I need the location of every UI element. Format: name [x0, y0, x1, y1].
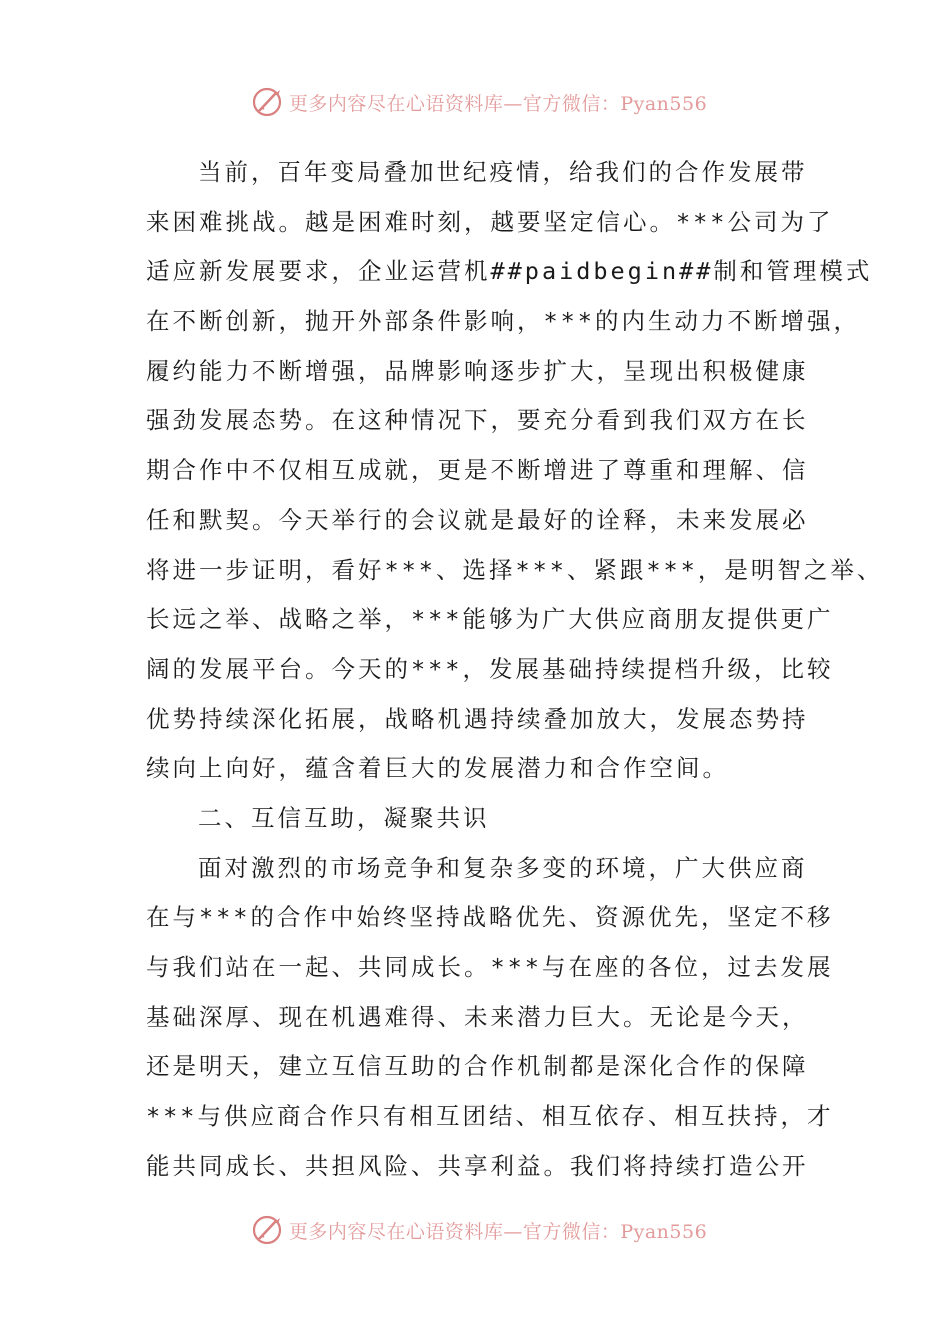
pen-logo-icon: [251, 1213, 285, 1247]
paragraph-line: ***与供应商合作只有相互团结、相互依存、相互扶持，才: [146, 1102, 834, 1131]
watermark-text: 更多内容尽在心语资料库—官方微信：Pyan556: [288, 92, 708, 115]
paragraph-line: 适应新发展要求，企业运营机##paidbegin##制和管理模式: [146, 257, 873, 286]
watermark-text: 更多内容尽在心语资料库—官方微信：Pyan556: [288, 1220, 708, 1243]
paragraph-line: 强劲发展态势。在这种情况下，要充分看到我们双方在长: [146, 406, 809, 435]
paragraph-line: 续向上向好，蕴含着巨大的发展潜力和合作空间。: [146, 754, 729, 783]
paragraph-line: 面对激烈的市场竞争和复杂多变的环境，广大供应商: [198, 853, 808, 882]
paragraph-line: 当前，百年变局叠加世纪疫情，给我们的合作发展带: [198, 158, 808, 186]
paragraph-line: 能共同成长、共担风险、共享利益。我们将持续打造公开: [146, 1151, 809, 1180]
paragraph-line: 还是明天，建立互信互助的合作机制都是深化合作的保障: [146, 1052, 809, 1081]
section-heading: 二、互信互助，凝聚共识: [198, 803, 490, 832]
paragraph-line: 优势持续深化拓展，战略机遇持续叠加放大，发展态势持: [146, 704, 809, 733]
footer-watermark: [0, 1210, 950, 1250]
paragraph-line: 在与***的合作中始终坚持战略优先、资源优先，坚定不移: [146, 903, 834, 932]
document-body: [146, 148, 884, 1191]
paragraph-line: 长远之举、战略之举，***能够为广大供应商朋友提供更广: [146, 605, 834, 634]
paragraph-line: 履约能力不断增强，品牌影响逐步扩大，呈现出积极健康: [146, 356, 809, 385]
paragraph-line: 将进一步证明，看好***、选择***、紧跟***，是明智之举、: [146, 555, 884, 584]
paragraph-line: 期合作中不仅相互成就，更是不断增进了尊重和理解、信: [146, 456, 809, 485]
pen-logo-icon: [251, 85, 285, 119]
paragraph-line: 任和默契。今天举行的会议就是最好的诠释，未来发展必: [146, 505, 809, 534]
header-watermark: [0, 82, 950, 122]
paragraph-line: 来困难挑战。越是困难时刻，越要坚定信心。***公司为了: [146, 207, 834, 236]
paragraph-line: 基础深厚、现在机遇难得、未来潜力巨大。无论是今天，: [146, 1002, 809, 1031]
paragraph-line: 在不断创新，抛开外部条件影响，***的内生动力不断增强，: [146, 307, 860, 336]
paragraph-line: 阔的发展平台。今天的***，发展基础持续提档升级，比较: [146, 654, 834, 683]
paragraph-line: 与我们站在一起、共同成长。***与在座的各位，过去发展: [146, 953, 834, 981]
